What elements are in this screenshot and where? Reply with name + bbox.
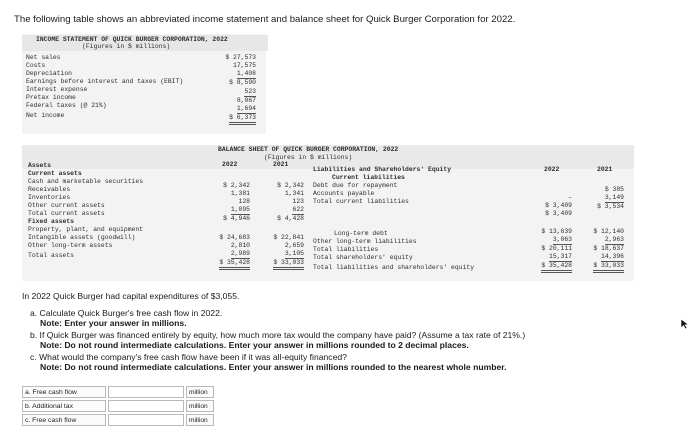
- is-row-value: 523: [244, 88, 256, 97]
- bs-right-label: Other long-term liabilities: [313, 238, 417, 245]
- bs-left-label: Other current assets: [28, 202, 105, 209]
- is-row-label: Interest expense: [26, 86, 88, 93]
- bs-left-2021: 2,659: [284, 242, 304, 249]
- bs-left-label: Total current assets: [28, 210, 105, 217]
- question-a-note: Note: Enter your answer in millions.: [40, 318, 187, 328]
- is-row-label: Earnings before interest and taxes (EBIT): [26, 78, 184, 85]
- bs-right-2021: 14,396: [601, 253, 624, 262]
- is-row-label: Net sales: [26, 54, 61, 61]
- is-row-value: 17,575: [232, 62, 256, 69]
- balance-sheet-title: BALANCE SHEET OF QUICK BURGER CORPORATION, 2022: [218, 146, 399, 153]
- bs-left-label: Inventories: [28, 194, 71, 201]
- question-b: b. If Quick Burger was financed entirely by equity, how much more tax would the company have paid? (Assume a tax rate of 21%.): [30, 330, 526, 340]
- bs-left-2021: 3,105: [285, 250, 304, 259]
- additional-tax-input[interactable]: [108, 400, 184, 412]
- is-row-label: Federal taxes (@ 21%): [26, 102, 107, 109]
- balance-sheet-subtitle: (Figures in $ millions): [264, 154, 353, 161]
- free-cash-flow-input[interactable]: [108, 386, 184, 398]
- bs-col-2021-right: 2021: [597, 166, 613, 173]
- answer-row-equity-free-cash-flow: [22, 414, 208, 426]
- liabilities-header: Liabilities and Shareholders' Equity: [313, 166, 452, 173]
- bs-left-2022: $ 4,946: [223, 215, 250, 222]
- current-liabilities-header: Current liabilities: [332, 174, 405, 181]
- bs-right-2022: $ 13,639: [541, 228, 572, 235]
- balance-sheet-table: [22, 145, 634, 281]
- bs-right-label: Total liabilities and shareholders' equity: [313, 264, 475, 271]
- income-statement-table: [22, 34, 266, 134]
- bs-right-2021: $ 385: [604, 186, 624, 193]
- bs-col-2022-left: 2022: [222, 161, 238, 168]
- question-c: c. What would the company's free cash flow have been if it was all-equity financed?: [30, 352, 347, 362]
- bs-left-label: Cash and marketable securities: [28, 178, 144, 185]
- question-b-note: Note: Do not round intermediate calculations. Enter your answer in millions rounded to 2 decimal places.: [40, 340, 469, 350]
- bs-left-label: Receivables: [28, 186, 71, 193]
- income-statement-subtitle: (Figures in $ millions): [82, 43, 171, 50]
- bs-left-2021: $ 4,428: [277, 215, 304, 222]
- bs-right-label: Debt due for repayment: [313, 182, 398, 189]
- bs-col-2021-left: 2021: [273, 161, 289, 168]
- bs-col-2022-right: 2022: [544, 166, 560, 173]
- bs-right-2022: $ 35,428: [541, 262, 572, 273]
- bs-left-2022: 2,810: [230, 242, 250, 249]
- income-statement-title: INCOME STATEMENT OF QUICK BURGER CORPORATION, 2022: [36, 36, 228, 43]
- bs-right-2021: $ 3,534: [597, 203, 624, 210]
- bs-left-2021: 123: [292, 198, 304, 205]
- current-assets-header: Current assets: [28, 170, 82, 177]
- assets-header: Assets: [28, 162, 52, 169]
- answer-unit: million: [186, 414, 214, 426]
- bs-right-label: Long-term debt: [334, 230, 388, 237]
- bs-left-2022: 1,095: [231, 206, 250, 215]
- bs-left-2022: 1,381: [230, 190, 250, 197]
- bs-left-label: Property, plant, and equipment: [28, 226, 144, 233]
- bs-right-label: Total shareholders' equity: [313, 254, 413, 261]
- is-row-value: $ 6,373: [229, 114, 256, 125]
- mouse-cursor-icon: [680, 318, 690, 330]
- capex-statement: In 2022 Quick Burger had capital expenditures of $3,055.: [22, 291, 240, 301]
- bs-right-2022: 3,063: [553, 236, 572, 245]
- bs-right-label: Accounts payable: [313, 190, 375, 197]
- bs-right-2021: $ 18,637: [593, 245, 624, 252]
- is-row-value: 1,408: [237, 70, 256, 79]
- bs-left-2022: 128: [238, 198, 250, 205]
- bs-left-2021: $ 2,342: [277, 182, 304, 189]
- bs-left-label: Other long-term assets: [28, 242, 113, 249]
- bs-left-label: Total assets: [28, 252, 75, 259]
- bs-right-label: Total liabilities: [313, 246, 379, 253]
- bs-right-2022: –: [568, 194, 572, 201]
- bs-left-label: Intangible assets (goodwill): [28, 234, 136, 241]
- intro-text: The following table shows an abbreviated income statement and balance sheet for Quick Burger Corporation for 2022.: [14, 14, 516, 25]
- answer-label: a. Free cash flow: [22, 386, 106, 398]
- answer-row-free-cash-flow: [22, 386, 208, 398]
- bs-right-2022: $ 3,409: [545, 210, 572, 217]
- question-c-note: Note: Do not round intermediate calculations. Enter your answer in millions rounded to the nearest whole number.: [40, 362, 507, 372]
- bs-right-2021: 3,149: [605, 194, 624, 203]
- bs-right-label: Total current liabilities: [313, 198, 409, 205]
- bs-left-2022: $ 24,683: [219, 234, 250, 241]
- bs-left-2021: $ 33,033: [273, 259, 304, 270]
- bs-right-2021: $ 12,140: [593, 228, 624, 235]
- answer-label: b. Additional tax: [22, 400, 106, 412]
- bs-left-2022: $ 2,342: [223, 182, 250, 189]
- is-row-value: $ 27,573: [225, 54, 256, 61]
- bs-right-2021: $ 33,033: [593, 262, 624, 273]
- answer-unit: million: [186, 400, 214, 412]
- is-row-label: Net income: [26, 112, 65, 119]
- answer-row-additional-tax: [22, 400, 208, 412]
- bs-right-2022: $ 3,409: [545, 202, 572, 209]
- bs-left-2021: 622: [292, 206, 304, 215]
- is-row-value: $ 8,590: [229, 79, 256, 86]
- answer-label: c. Free cash flow: [22, 414, 106, 426]
- bs-left-label: Fixed assets: [28, 218, 75, 225]
- bs-right-2021: 2,963: [605, 236, 624, 245]
- is-row-label: Costs: [26, 62, 46, 69]
- bs-right-2022: $ 20,111: [541, 245, 572, 252]
- equity-free-cash-flow-input[interactable]: [108, 414, 184, 426]
- is-row-value: 1,694: [237, 105, 256, 114]
- is-row-value: 8,067: [236, 97, 256, 104]
- bs-left-2021: $ 22,841: [273, 234, 304, 241]
- answer-unit: million: [186, 386, 214, 398]
- question-a: a. Calculate Quick Burger's free cash flow in 2022.: [30, 308, 223, 318]
- bs-left-2022: 2,989: [231, 250, 250, 259]
- is-row-label: Depreciation: [26, 70, 73, 77]
- bs-right-2022: 15,317: [549, 253, 572, 262]
- is-row-label: Pretax income: [26, 94, 76, 101]
- bs-left-2021: 1,341: [284, 190, 304, 197]
- bs-left-2022: $ 35,428: [219, 259, 250, 270]
